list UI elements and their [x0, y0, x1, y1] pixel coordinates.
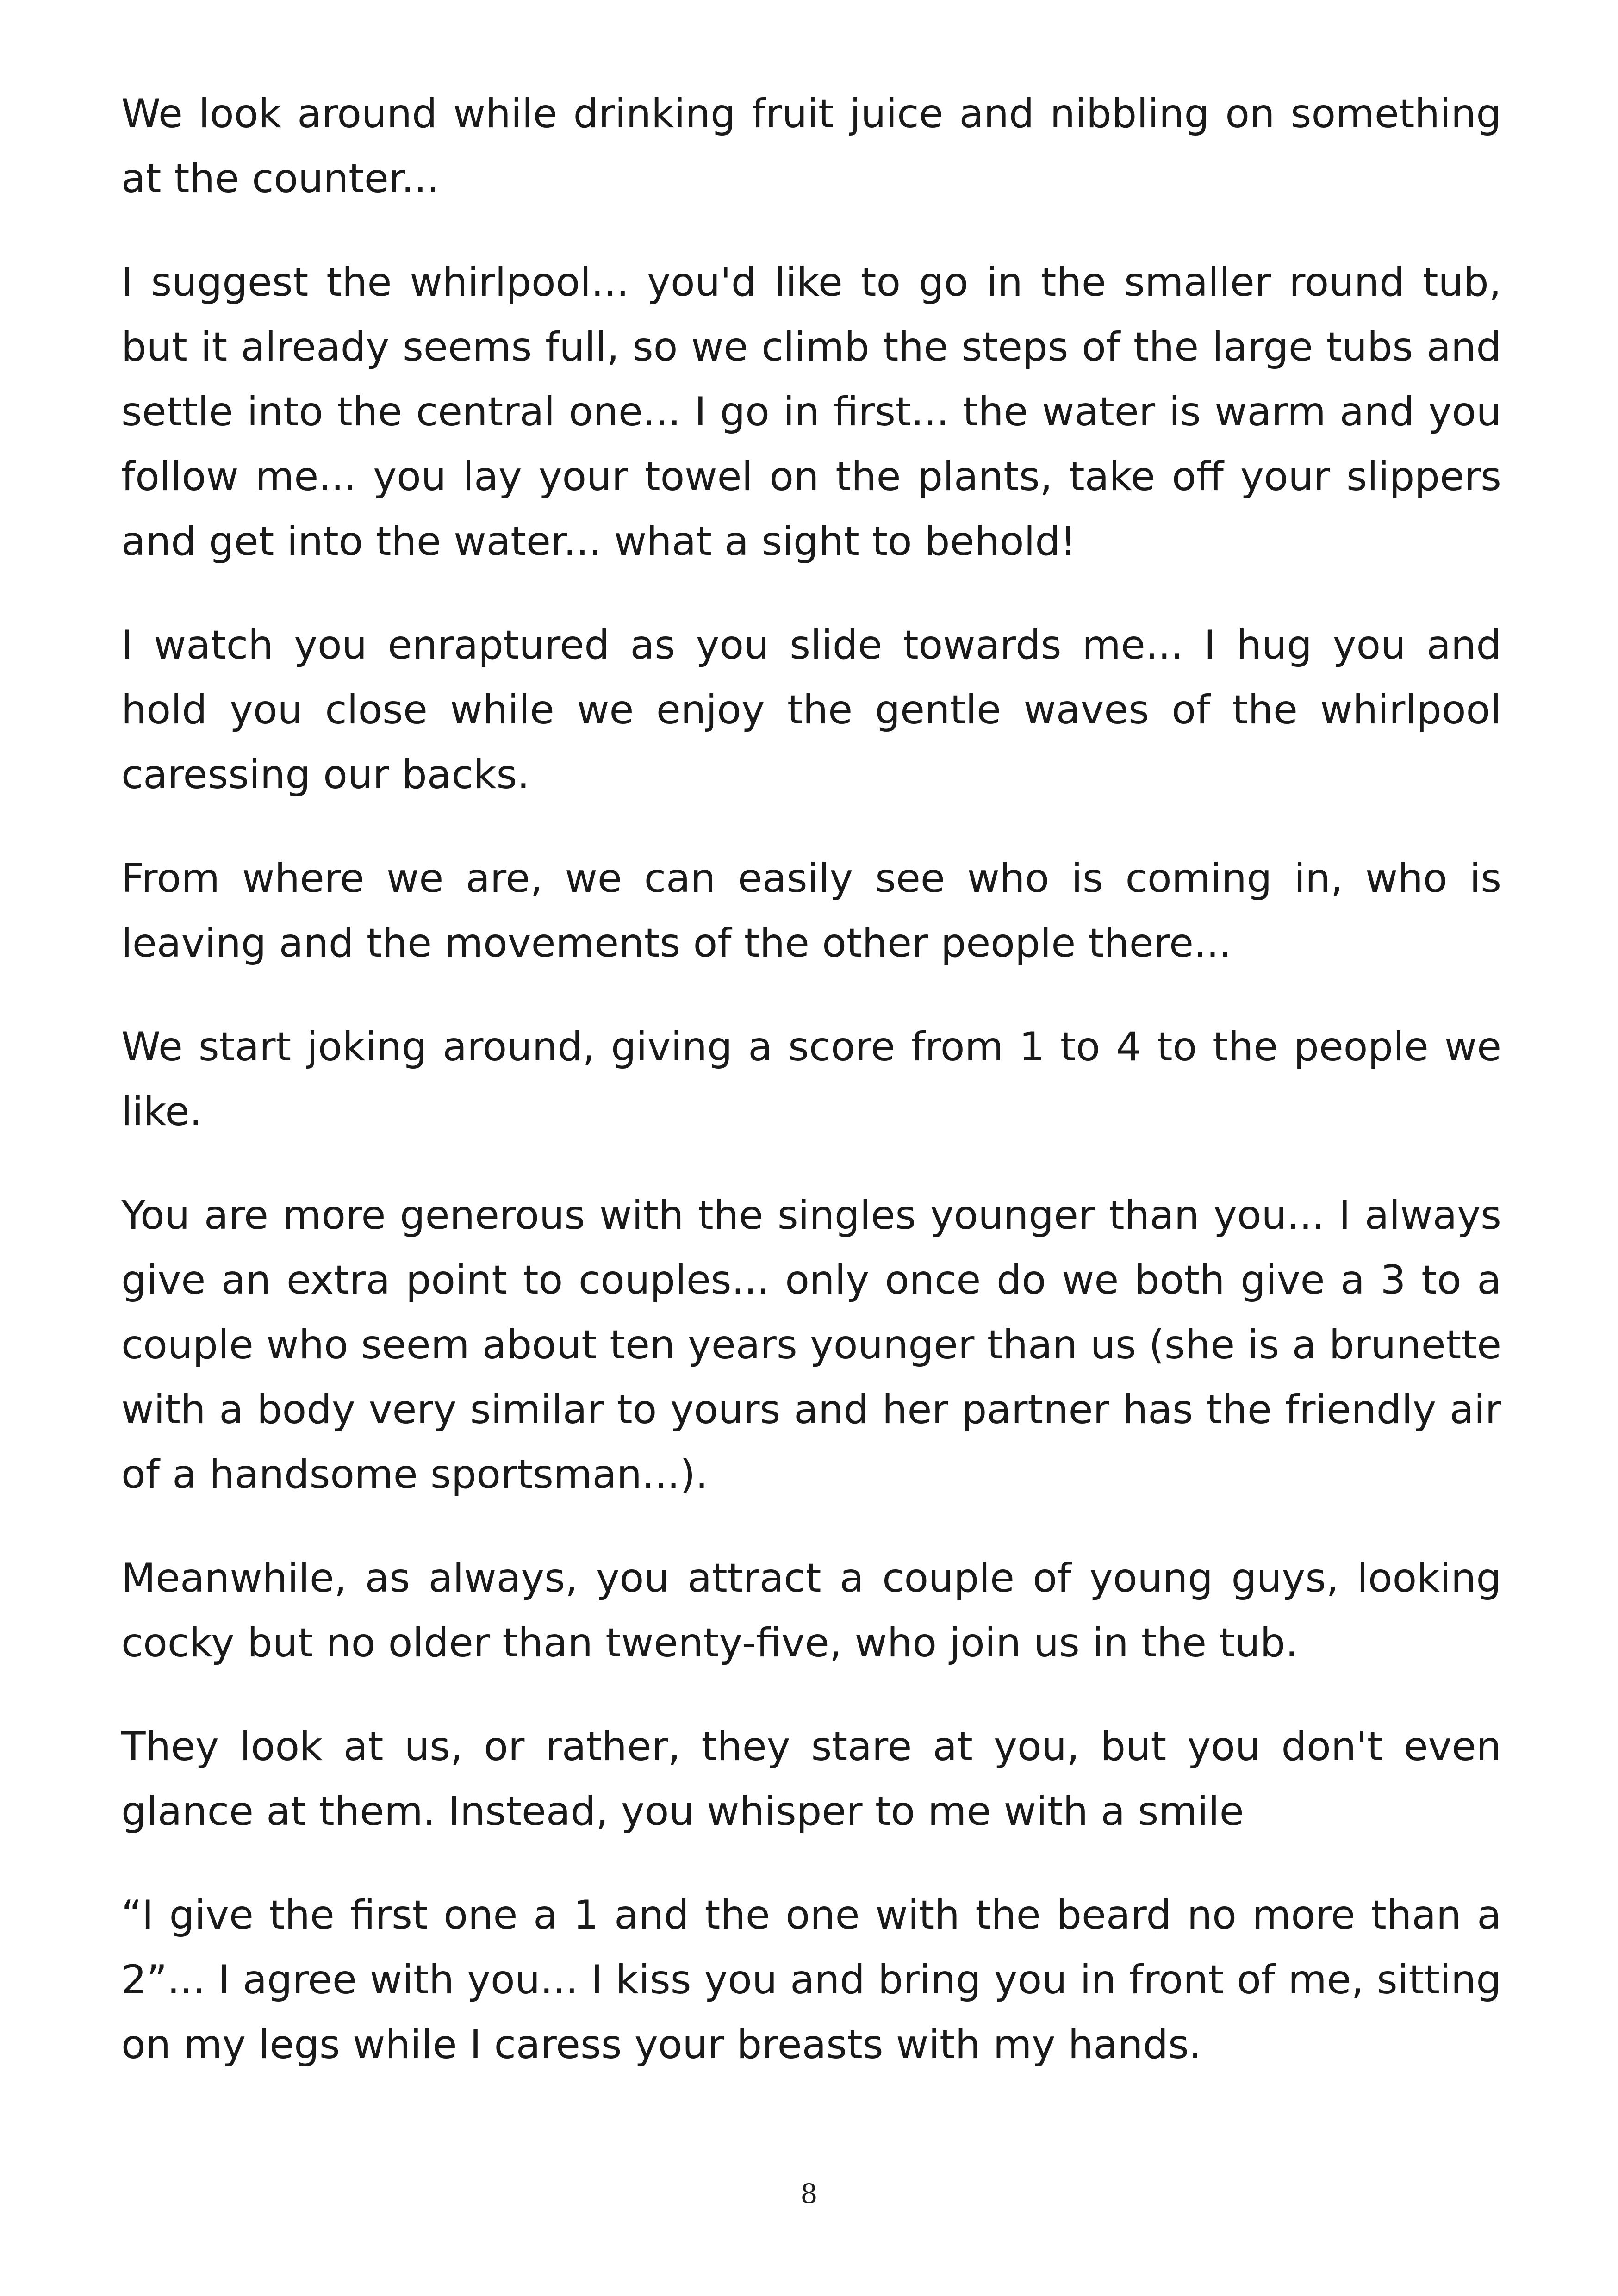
paragraph-4: From where we are, we can easily see who is coming in, who is leaving and the movements of the other people there...	[121, 855, 1501, 966]
page-number: 8	[800, 2178, 818, 2209]
paragraph-7: Meanwhile, as always, you attract a couple of young guys, looking cocky but no older than twenty-five, who join us in the tub.	[121, 1555, 1501, 1666]
body-text	[121, 81, 1501, 2116]
paragraph-1: We look around while drinking fruit juice and nibbling on something at the counter...	[121, 91, 1501, 202]
paragraph-6: You are more generous with the singles younger than you... I always give an extra point to couples... only once do we both give a 3 to a couple who seem about ten years younger than us (she is a brunette with a body very similar to yours and her partner has the friendly air of a handsome sportsman...).	[121, 1192, 1501, 1498]
paragraph-9: “I give the first one a 1 and the one with the beard no more than a 2”... I agree with you... I kiss you and bring you in front of me, sitting on my legs while I caress your breasts with my hands.	[121, 1892, 1501, 2068]
paragraph-5: We start joking around, giving a score from 1 to 4 to the people we like.	[121, 1024, 1501, 1135]
paragraph-8: They look at us, or rather, they stare at you, but you don't even glance at them. Instead, you whisper to me with a smile	[121, 1724, 1501, 1835]
paragraph-3: I watch you enraptured as you slide towards me... I hug you and hold you close while we enjoy the gentle waves of the whirlpool caressing our backs.	[121, 622, 1501, 798]
paragraph-2: I suggest the whirlpool... you'd like to go in the smaller round tub, but it already seems full, so we climb the steps of the large tubs and settle into the central one... I go in first... the water is warm and you follow me... you lay your towel on the plants, take off your slippers and get into the water... what a sight to behold!	[121, 259, 1501, 565]
